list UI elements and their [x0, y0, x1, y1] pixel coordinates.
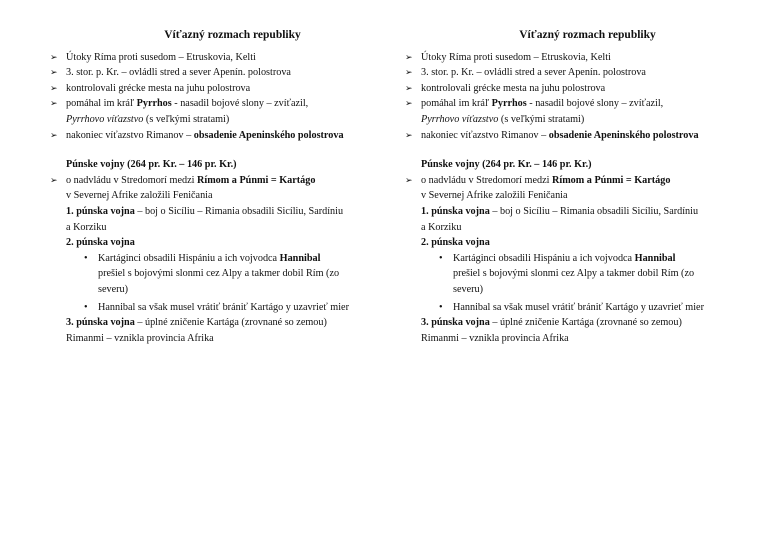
arrow-bullet-icon: ➢: [50, 82, 58, 93]
arrow-bullet-icon: ➢: [405, 51, 413, 62]
list-item: ➢ nakoniec víťazstvo Rimanov – obsadenie Apeninského polostrova: [50, 128, 395, 144]
dot-bullet-icon: •: [84, 301, 88, 313]
section-heading: Púnske vojny (264 pr. Kr. – 146 pr. Kr.): [66, 159, 237, 171]
paragraph-line: 3. púnska vojna – úplné zničenie Kartága (zrovnané so zemou): [66, 317, 327, 329]
paragraph-line: 1. púnska vojna – boj o Sicíliu – Rimania obsadili Sicíliu, Sardíniu: [66, 205, 344, 217]
list-item: ➢ pomáhal im kráľ Pyrrhos - nasadil bojové slony – zvíťazil, Pyrrhovo víťazstvo (s veľkými stratami): [405, 98, 664, 125]
sub-list-item: • Kartáginci obsadili Hispániu a ich vojvodca Hannibal prešiel s bojovými slonmi cez Alpy a takmer dobil Rím (zo severu): [84, 252, 340, 295]
list-item: ➢ kontrolovali grécke mesta na juhu polostrova: [50, 81, 395, 97]
list-item: ➢ Útoky Ríma proti susedom – Etruskovia, Kelti: [50, 50, 395, 66]
sub-list-item: • Hannibal sa však musel vrátiť brániť Kartágo y uzavrieť mier: [405, 300, 750, 316]
paragraph-line: 2. púnska vojna: [421, 237, 490, 249]
document-title: Víťazný rozmach republiky: [164, 29, 301, 41]
dot-bullet-icon: •: [439, 301, 443, 313]
list-item: ➢ 3. stor. p. Kr. – ovládli stred a sever Apenín. polostrova: [50, 65, 395, 81]
paragraph-line: v Severnej Afrike založili Feničania: [421, 190, 568, 202]
list-item: ➢ o nadvládu v Stredomorí medzi Rímom a Púnmi = Kartágo: [50, 173, 395, 189]
list-item: ➢ 3. stor. p. Kr. – ovládli stred a sever Apenín. polostrova: [405, 65, 750, 81]
arrow-bullet-icon: ➢: [405, 129, 413, 140]
page-column-left: [50, 28, 395, 346]
arrow-bullet-icon: ➢: [405, 82, 413, 93]
arrow-bullet-icon: ➢: [50, 174, 58, 185]
arrow-bullet-icon: ➢: [50, 51, 58, 62]
list-item: ➢ nakoniec víťazstvo Rimanov – obsadenie Apeninského polostrova: [405, 128, 750, 144]
paragraph-line: Rimanmi – vznikla provincia Afrika: [66, 332, 214, 344]
arrow-bullet-icon: ➢: [405, 67, 413, 78]
paragraph-line: 3. púnska vojna – úplné zničenie Kartága (zrovnané so zemou): [421, 317, 682, 329]
arrow-bullet-icon: ➢: [50, 98, 58, 109]
arrow-bullet-icon: ➢: [405, 98, 413, 109]
paragraph-line: v Severnej Afrike založili Feničania: [66, 190, 213, 202]
list-item: ➢ pomáhal im kráľ Pyrrhos - nasadil bojové slony – zvíťazil, Pyrrhovo víťazstvo (s veľkými stratami): [50, 98, 309, 125]
arrow-bullet-icon: ➢: [50, 67, 58, 78]
paragraph-line: a Korziku: [421, 221, 462, 233]
paragraph-line: 1. púnska vojna – boj o Sicíliu – Rimania obsadili Sicíliu, Sardíniu: [421, 205, 699, 217]
list-item: ➢ kontrolovali grécke mesta na juhu polostrova: [405, 81, 750, 97]
arrow-bullet-icon: ➢: [405, 174, 413, 185]
paragraph-line: a Korziku: [66, 221, 107, 233]
sub-list-item: • Hannibal sa však musel vrátiť brániť Kartágo y uzavrieť mier: [50, 300, 395, 316]
page-column-right: [405, 28, 750, 346]
dot-bullet-icon: •: [439, 252, 443, 264]
arrow-bullet-icon: ➢: [50, 129, 58, 140]
sub-list-item: • Kartáginci obsadili Hispániu a ich vojvodca Hannibal prešiel s bojovými slonmi cez Alpy a takmer dobil Rím (zo severu): [439, 252, 695, 295]
paragraph-line: 2. púnska vojna: [66, 237, 135, 249]
list-item: ➢ o nadvládu v Stredomorí medzi Rímom a Púnmi = Kartágo: [405, 173, 750, 189]
section-heading: Púnske vojny (264 pr. Kr. – 146 pr. Kr.): [421, 159, 592, 171]
list-item: ➢ Útoky Ríma proti susedom – Etruskovia, Kelti: [405, 50, 750, 66]
document-title: Víťazný rozmach republiky: [519, 29, 656, 41]
paragraph-line: Rimanmi – vznikla provincia Afrika: [421, 332, 569, 344]
dot-bullet-icon: •: [84, 252, 88, 264]
